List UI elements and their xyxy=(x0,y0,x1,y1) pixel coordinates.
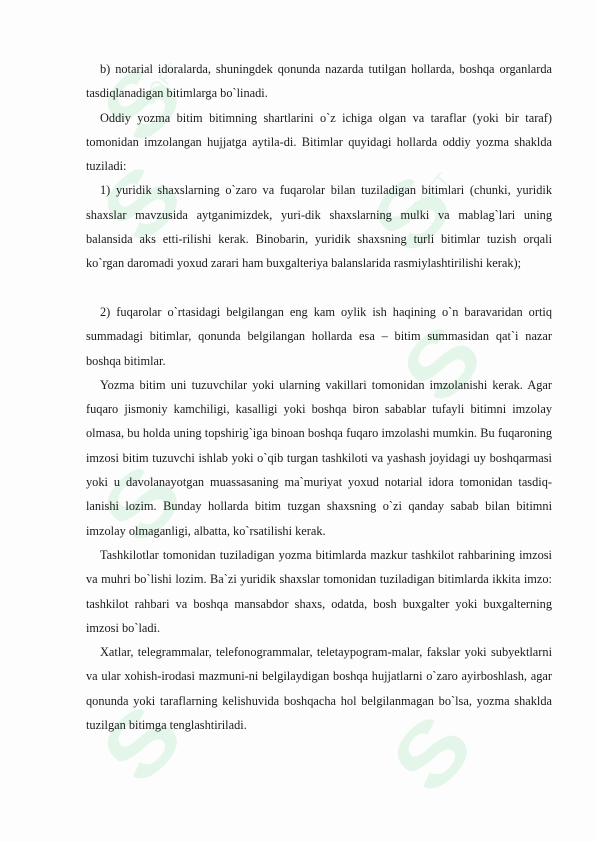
watermark-text: SOFT xyxy=(408,170,455,220)
paragraph: 2) fuqarolar o`rtasidagi belgilangan eng kam oylik ish haqining o`n baravaridan ortiq summadagi bitimlar, qonunda belgilangan hollarda esa – bitim summasidan qat`i nazar boshqa bitimlar. xyxy=(86,304,552,368)
paragraph: Oddiy yozma bitim bitimning shartlarini o`z ichiga olgan va taraflar (yoki bir taraf) tomonidan imzolangan hujjatga aytila-di. Bitimlar quyidagi hollarda oddiy yozma shaklda tuziladi: xyxy=(86,110,552,174)
paragraph: Yozma bitim uni tuzuvchilar yoki ularning vakillari tomonidan imzolanishi kerak. Agar fuqaro jismoniy kamchiligi, kasalligi yoki boshqa biron sabablar tufayli bitimni imzolay olmasa, bu holda uning topshirig`iga binoan boshqa fuqaro imzolashi mumkin. Bu fuqaroning imzosi bitim tuzuvchi ishlab yoki o`qib turgan tashkiloti va yashash joyidagi uy boshqarmasi yoki u davolanayotgan muassasaning ma`muriyat yoxud notarial idora tomonidan tasdiq-lanishi lozim. Bunday hollarda bitim tuzgan shaxsning o`zi qanday sabab bilan bitimni imzolay olmaganligi, albatta, ko`rsatilishi kerak. xyxy=(86,377,552,538)
paragraph: 1) yuridik shaxslarning o`zaro va fuqarolar bilan tuziladigan bitimlari (chunki, yuridik shaxslar mavzusida aytganimizdek, yuri-dik shaxslarning mulki va mablag`lari uning balansida aks etti-rilishi kerak. Binobarin, yuridik shaxsning turli bitimlar tuzish orqali ko`rgan daromadi yoxud zarari ham buxgalteriya balanslarida rasmiylashtirilishi kerak); xyxy=(86,183,552,271)
paragraph: Xatlar, telegrammalar, telefonogrammalar, teletaypogram-malar, fakslar yoki subyektlarni va ular xohish-irodasi mazmuni-ni belgilaydigan boshqa hujjatlarni o`zaro ayirboshlash, agar qonunda yoki taraflarning kelishuvida boshqacha hol belgilanmagan bo`lsa, yozma shaklda tuzilgan bitimga tenglashtiriladi. xyxy=(86,645,552,733)
paragraph: Tashkilotlar tomonidan tuziladigan yozma bitimlarda mazkur tashkilot rahbarining imzosi va muhri bo`lishi lozim. Ba`zi yuridik shaxslar tomonidan tuziladigan bitimlarda ikkita imzo: tashkilot rahbari va boshqa mansabdor shaxs, odatda, bosh buxgalter yoki buxgalterning imzosi bo`ladi. xyxy=(86,547,552,635)
paragraph: b) notarial idoralarda, shuningdek qonunda nazarda tutilgan hollarda, boshqa organlarda tasdiqlanadigan bitimlarga bo`linadi. xyxy=(86,62,552,101)
document-body xyxy=(86,57,552,737)
watermark-text: SOFT xyxy=(138,60,185,110)
